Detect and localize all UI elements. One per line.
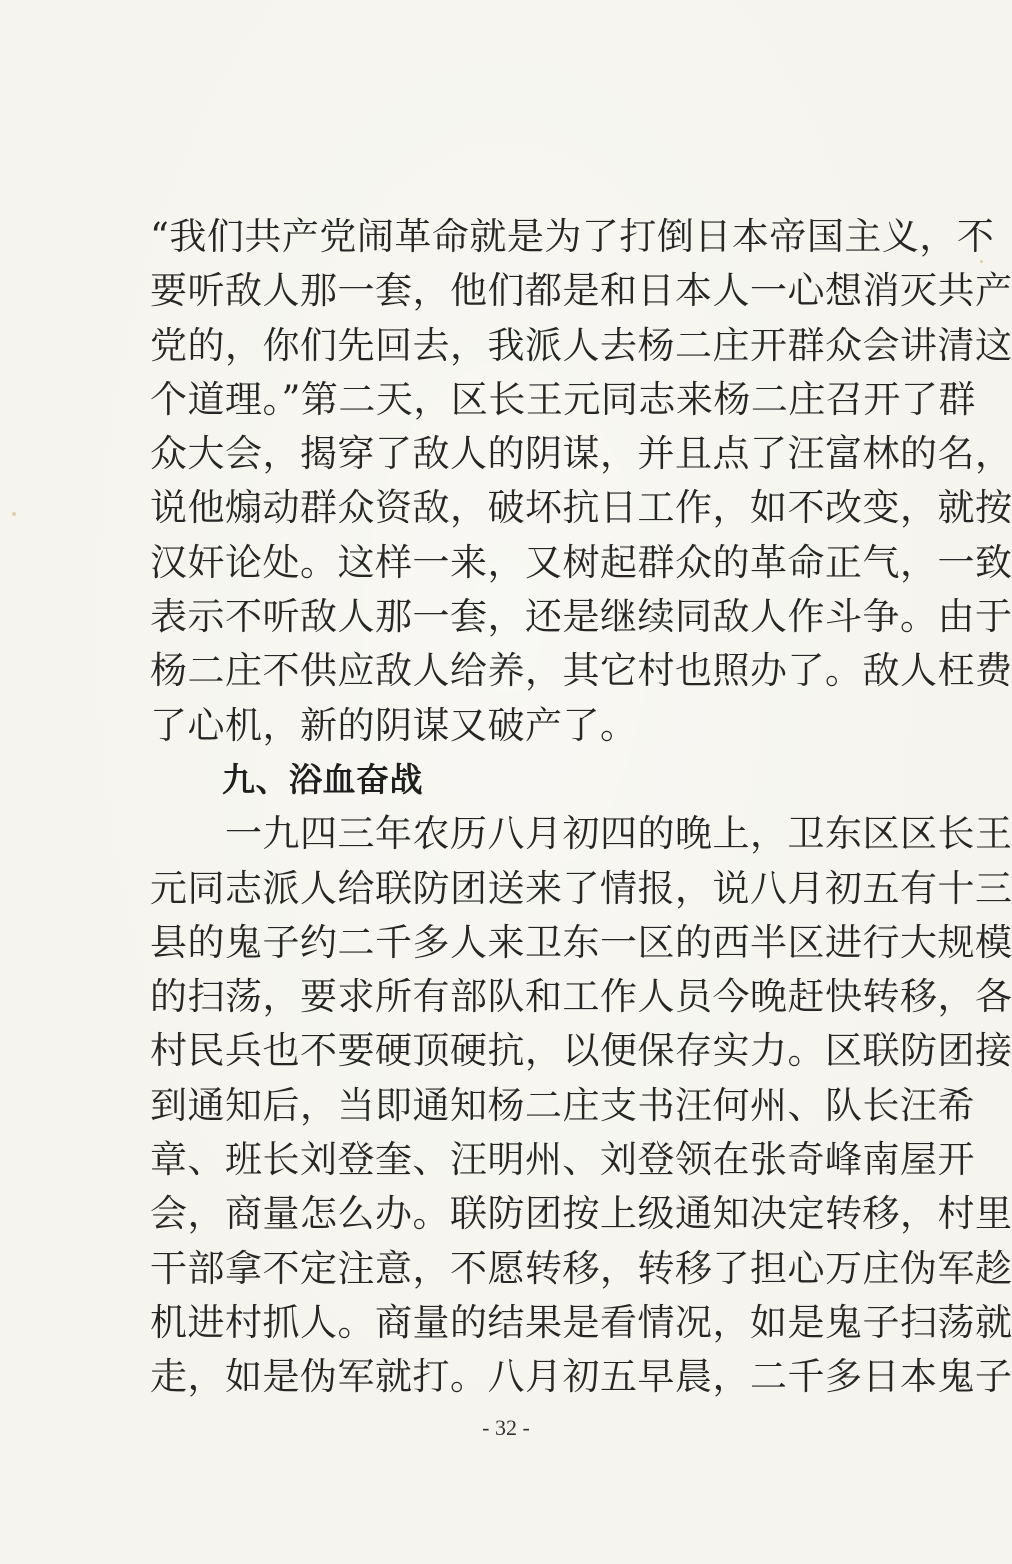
section-line: 一九四三年农历八月初四的晚上，卫东区区长王 xyxy=(150,812,1012,856)
section-line: 到通知后，当即通知杨二庄支书汪何州、队长汪希 xyxy=(150,1083,975,1127)
section-heading: 九、浴血奋战 xyxy=(222,759,423,799)
section-line: 会，商量怎么办。联防团按上级通知决定转移，村里 xyxy=(150,1192,1012,1236)
body-line: 汉奸论处。这样一来，又树起群众的革命正气，一致 xyxy=(150,540,1012,584)
section-line: 干部拿不定注意，不愿转移，转移了担心万庄伪军趁 xyxy=(150,1246,1012,1290)
body-line: 杨二庄不供应敌人给养，其它村也照办了。敌人枉费 xyxy=(150,649,1012,693)
body-line: 个道理。”第二天，区长王元同志来杨二庄召开了群 xyxy=(150,377,976,421)
body-line: 表示不听敌人那一套，还是继续同敌人作斗争。由于 xyxy=(150,595,1012,639)
page-text xyxy=(150,210,1012,1405)
paper-speck xyxy=(980,260,983,263)
section-line: 的扫荡，要求所有部队和工作人员今晚赶快转移，各 xyxy=(150,975,1012,1019)
section-line: 机进村抓人。商量的结果是看情况，如是鬼子扫荡就 xyxy=(150,1300,1012,1344)
body-line: 说他煽动群众资敌，破坏抗日工作，如不改变，就按 xyxy=(150,486,1012,530)
page-number: - 32 - xyxy=(482,1415,530,1440)
section-line: 县的鬼子约二千多人来卫东一区的西半区进行大规模 xyxy=(150,920,1012,964)
section-line: 村民兵也不要硬顶硬抗，以便保存实力。区联防团接 xyxy=(150,1029,1012,1073)
body-line: “我们共产党闹革命就是为了打倒日本帝国主义，不 xyxy=(150,215,995,258)
body-line: 了心机，新的阴谋又破产了。 xyxy=(150,703,638,747)
section-line: 章、班长刘登奎、汪明州、刘登领在张奇峰南屋开 xyxy=(150,1138,975,1182)
section-line: 走，如是伪军就打。八月初五早晨，二千多日本鬼子 xyxy=(150,1355,1012,1399)
body-line: 众大会，揭穿了敌人的阴谋，并且点了汪富林的名， xyxy=(150,432,1012,476)
section-line: 元同志派人给联防团送来了情报，说八月初五有十三 xyxy=(150,866,1012,910)
body-line: 党的，你们先回去，我派人去杨二庄开群众会讲清这 xyxy=(150,323,1012,367)
paper-speck xyxy=(12,512,16,516)
body-line: 要听敌人那一套，他们都是和日本人一心想消灭共产 xyxy=(150,269,1012,313)
